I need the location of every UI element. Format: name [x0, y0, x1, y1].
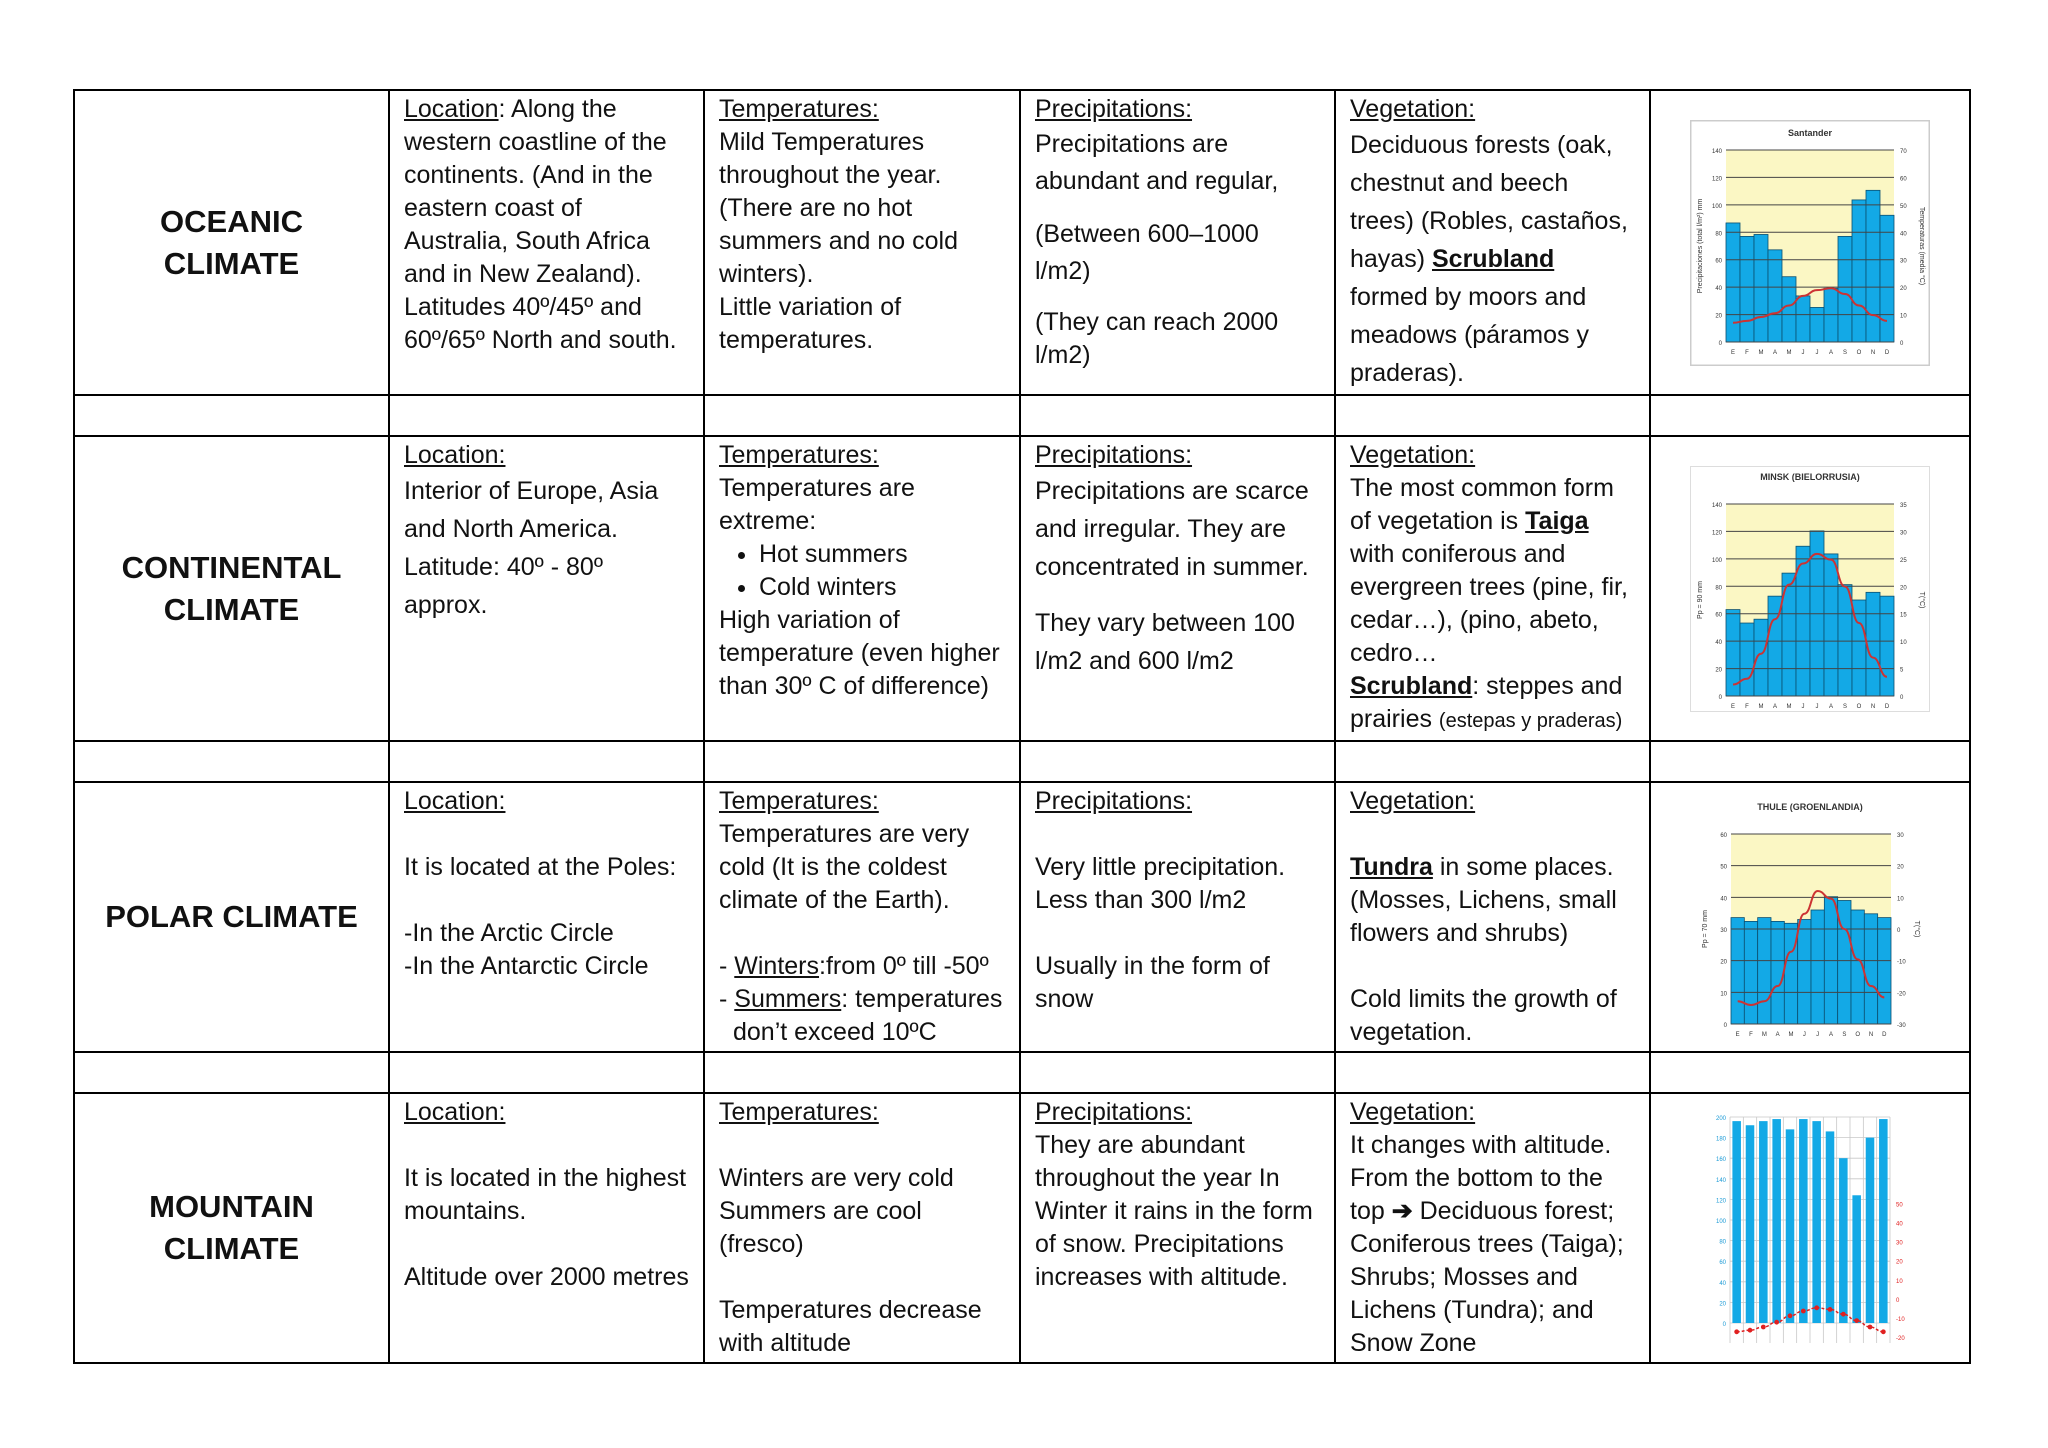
tick-label: -20 — [1897, 991, 1906, 998]
location-heading: Location — [404, 95, 499, 123]
temperatures-cell — [704, 436, 1020, 741]
temperatures-summers — [719, 983, 1005, 1049]
tick-label: 140 — [1711, 502, 1722, 509]
temperatures-variation: Little variation of temperatures. — [719, 293, 902, 354]
spacer-row — [74, 741, 1970, 782]
month-label: F — [1745, 703, 1749, 710]
month-label: E — [1730, 703, 1736, 710]
dash: - — [719, 985, 735, 1013]
precip-bar — [1866, 190, 1880, 342]
polar-row — [74, 782, 1970, 1052]
precipitations-cell — [1020, 436, 1335, 741]
month-label: M — [1786, 349, 1792, 356]
vegetation-text-3: : steppes and prairies — [1350, 672, 1623, 733]
precipitations-heading: Precipitations: — [1035, 787, 1193, 815]
precipitations-text: Precipitations are scarce and irregular. They are concentrated in summer. — [1035, 477, 1309, 581]
tick-label: 5 — [1900, 667, 1904, 674]
tick-label: 60 — [1900, 175, 1907, 182]
month-label: D — [1884, 349, 1890, 356]
precip-bar — [1852, 199, 1866, 341]
climograph-cell — [1650, 90, 1970, 395]
month-label: S — [1842, 1032, 1847, 1038]
y-axis-right-label: T(°C) — [1918, 591, 1925, 608]
tick-label: 0 — [1900, 694, 1904, 701]
tick-label: 70 — [1900, 148, 1907, 155]
tick-label: 10 — [1896, 1278, 1903, 1285]
precip-bar — [1852, 1195, 1861, 1323]
month-label: J — [1801, 703, 1805, 710]
vegetation-text-2: Deciduous forest; Coniferous trees (Taiga); Shrubs; Mosses and Lichens (Tundra); and Snow Zone — [1350, 1197, 1624, 1357]
tick-label: 25 — [1900, 557, 1907, 564]
tick-label: -10 — [1897, 959, 1906, 966]
month-label: A — [1828, 349, 1834, 356]
month-label: O — [1856, 703, 1862, 710]
tick-label: 20 — [1715, 667, 1722, 674]
precip-bar — [1866, 592, 1880, 696]
month-label: M — [1788, 1032, 1794, 1038]
tick-label: 60 — [1720, 833, 1727, 839]
precip-bar — [1782, 276, 1796, 341]
location-text: Interior of Europe, Asia and North America. — [404, 477, 659, 543]
climograph-cell — [1650, 436, 1970, 741]
chart-title: Santander — [1787, 127, 1833, 138]
tick-label: 10 — [1900, 639, 1907, 646]
tick-label: 20 — [1900, 285, 1907, 292]
temperatures-text: Temperatures are very cold (It is the coldest climate of the Earth). — [719, 820, 970, 914]
vegetation-text: in some places. (Mosses, Lichens, small flowers and shrubs) — [1350, 853, 1617, 947]
tick-label: 10 — [1900, 313, 1907, 320]
tick-label: 10 — [1897, 896, 1904, 903]
tick-label: 180 — [1715, 1136, 1726, 1143]
precip-bar — [1811, 910, 1824, 1024]
precipitations-range: They vary between 100 l/m2 and 600 l/m2 — [1035, 609, 1295, 675]
tick-label: 120 — [1715, 1198, 1726, 1205]
location-latitudes: Latitude: 40º - 80º approx. — [404, 553, 603, 619]
vegetation-cell — [1335, 436, 1650, 741]
tick-label: 200 — [1715, 1116, 1726, 1122]
tick-label: 140 — [1711, 148, 1722, 155]
precipitations-text: Very little precipitation. Less than 300 l/m2 — [1035, 853, 1286, 914]
vegetation-heading: Vegetation: — [1350, 441, 1476, 469]
vegetation-note: (estepas y praderas) — [1438, 710, 1623, 732]
temp-point — [1881, 1329, 1886, 1334]
temperatures-variation: High variation of temperature (even higher than 30º C of difference) — [719, 606, 1000, 700]
temperatures-altitude: Temperatures decrease with altitude — [719, 1296, 982, 1357]
month-label: A — [1775, 1032, 1780, 1038]
location-text: It is located at the Poles: — [404, 853, 677, 881]
location-heading: Location: — [404, 787, 506, 815]
precip-bar — [1839, 1158, 1848, 1323]
temp-point — [1734, 1329, 1739, 1334]
climate-table — [73, 89, 1971, 1364]
y-axis-left-label: Precipitaciones (total l/m²) mm — [1697, 198, 1704, 293]
temp-point — [1814, 1305, 1819, 1310]
precipitations-max: (They can reach 2000 l/m2) — [1035, 308, 1279, 369]
tick-label: 20 — [1897, 864, 1904, 871]
precip-bar — [1754, 234, 1768, 342]
bullet-item: • Cold winters — [759, 571, 1005, 604]
month-label: A — [1828, 1032, 1834, 1038]
tick-label: 35 — [1900, 502, 1907, 509]
month-label: F — [1745, 349, 1749, 356]
spacer-row — [74, 395, 1970, 436]
month-label: S — [1842, 703, 1848, 710]
temperatures-cell — [704, 782, 1020, 1052]
precip-bar — [1796, 295, 1810, 341]
tick-label: 20 — [1719, 1301, 1726, 1308]
precip-bar — [1879, 1119, 1888, 1323]
precipitations-heading: Precipitations: — [1035, 1098, 1193, 1126]
precip-bar — [1864, 914, 1877, 1024]
precip-bar — [1866, 1138, 1875, 1323]
y-axis-left-label: Pp = 90 mm — [1697, 580, 1704, 619]
precip-bar — [1744, 921, 1757, 1024]
month-label: S — [1842, 349, 1848, 356]
precip-bar — [1726, 222, 1740, 341]
tick-label: 80 — [1715, 584, 1722, 591]
vegetation-cell — [1335, 782, 1650, 1052]
precip-bar — [1838, 236, 1852, 342]
temperatures-heading: Temperatures: — [719, 1098, 879, 1126]
vegetation-text-2: formed by moors and meadows (páramos y praderas). — [1350, 283, 1589, 387]
tick-label: 120 — [1711, 529, 1722, 536]
y-axis-right-label: Temperaturas (media °C) — [1918, 206, 1925, 285]
precip-bar — [1746, 1125, 1755, 1323]
month-label: J — [1801, 349, 1805, 356]
tick-label: 100 — [1711, 557, 1722, 564]
temp-point — [1761, 1325, 1766, 1330]
temperatures-heading: Temperatures: — [719, 441, 879, 469]
temp-point — [1868, 1325, 1873, 1330]
month-label: A — [1828, 703, 1834, 710]
temp-point — [1828, 1307, 1833, 1312]
oceanic-row — [74, 90, 1970, 395]
vegetation-text-2: with coniferous and evergreen trees (pine, fir, cedar…), (pino, abeto, cedro… — [1350, 540, 1628, 667]
precip-bar — [1880, 596, 1894, 696]
climograph-minsk — [1690, 466, 1930, 712]
temperatures-heading: Temperatures: — [719, 95, 879, 123]
tick-label: 40 — [1900, 230, 1907, 237]
month-label: E — [1735, 1032, 1740, 1038]
mountain-row — [74, 1093, 1970, 1363]
temperatures-text: Winters are very cold Summers are cool (fresco) — [719, 1164, 954, 1258]
continental-row — [74, 436, 1970, 741]
precip-bar — [1812, 1121, 1821, 1323]
tick-label: 20 — [1900, 584, 1907, 591]
temp-point — [1748, 1328, 1753, 1333]
tick-label: 100 — [1711, 203, 1722, 210]
vegetation-text: The most common form of vegetation is — [1350, 474, 1614, 535]
precipitations-cell — [1020, 782, 1335, 1052]
tick-label: 60 — [1715, 612, 1722, 619]
vegetation-heading: Vegetation: — [1350, 787, 1476, 815]
temperatures-winters — [719, 950, 1005, 983]
vegetation-text-2: Cold limits the growth of vegetation. — [1350, 985, 1617, 1046]
location-arctic: -In the Arctic Circle — [404, 919, 614, 947]
temperatures-cell — [704, 90, 1020, 395]
climate-name: POLAR CLIMATE — [74, 782, 389, 1052]
tick-label: 80 — [1719, 1239, 1726, 1246]
precipitations-heading: Precipitations: — [1035, 95, 1193, 123]
chart-title: MINSK (BIELORRUSIA) — [1760, 471, 1860, 482]
vegetation-keyword-2: Scrubland — [1350, 672, 1473, 700]
climograph-cell — [1650, 1093, 1970, 1363]
month-label: M — [1761, 1032, 1767, 1038]
vegetation-cell — [1335, 1093, 1650, 1363]
tick-label: 50 — [1896, 1202, 1903, 1209]
precipitations-snow: Usually in the form of snow — [1035, 952, 1270, 1013]
tick-label: 20 — [1715, 313, 1722, 320]
precipitations-cell — [1020, 90, 1335, 395]
precip-bar — [1771, 921, 1784, 1024]
temperatures-text: Mild Temperatures throughout the year. (There are no hot summers and no cold winters). — [719, 128, 959, 288]
location-heading: Location: — [404, 441, 506, 469]
precipitations-text: Precipitations are abundant and regular, — [1035, 130, 1279, 195]
arrow-right-icon: ➔ — [1391, 1197, 1413, 1225]
precip-bar — [1838, 584, 1852, 695]
vegetation-cell — [1335, 90, 1650, 395]
precip-bar — [1731, 918, 1744, 1024]
temperatures-heading: Temperatures: — [719, 787, 879, 815]
tick-label: 30 — [1900, 529, 1907, 536]
tick-label: 0 — [1722, 1322, 1726, 1328]
climograph-cell — [1650, 782, 1970, 1052]
month-label: F — [1749, 1032, 1753, 1038]
vegetation-heading: Vegetation: — [1350, 1098, 1476, 1126]
month-label: E — [1730, 349, 1736, 356]
precip-bar — [1772, 1119, 1781, 1323]
precip-bar — [1826, 1131, 1835, 1323]
tick-label: 20 — [1720, 959, 1727, 966]
temp-point — [1801, 1309, 1806, 1314]
tick-label: 40 — [1719, 1280, 1726, 1287]
precip-bar — [1824, 553, 1838, 695]
month-label: J — [1815, 349, 1819, 356]
tick-label: 30 — [1720, 928, 1727, 934]
climograph-santander — [1690, 120, 1930, 366]
vegetation-text: Deciduous forests (oak, chestnut and beech trees) (Robles, castaños, hayas) — [1350, 131, 1628, 273]
month-label: D — [1882, 1032, 1887, 1038]
chart-title: THULE (GROENLANDIA) — [1757, 802, 1863, 812]
tick-label: 0 — [1900, 340, 1904, 347]
dash: - — [719, 952, 735, 980]
precip-bar — [1740, 623, 1754, 696]
precip-bar — [1786, 1129, 1795, 1323]
month-label: O — [1856, 349, 1862, 356]
tick-label: 0 — [1723, 1023, 1727, 1029]
month-label: J — [1802, 1032, 1806, 1038]
location-antarctic: -In the Antarctic Circle — [404, 952, 649, 980]
tick-label: 100 — [1715, 1219, 1726, 1225]
precipitations-range: (Between 600–1000 l/m2) — [1035, 220, 1259, 285]
vegetation-keyword: Scrubland — [1432, 245, 1555, 273]
month-label: M — [1786, 703, 1792, 710]
location-altitude: Altitude over 2000 metres — [404, 1263, 689, 1291]
location-cell — [389, 90, 704, 395]
climate-name: OCEANIC CLIMATE — [74, 90, 389, 395]
precip-bar — [1880, 215, 1894, 342]
tick-label: 15 — [1900, 612, 1907, 619]
tick-label: 60 — [1719, 1260, 1726, 1267]
vegetation-keyword: Taiga — [1525, 507, 1589, 535]
location-latitudes: Latitudes 40º/45º and 60º/65º North and south. — [404, 293, 677, 354]
temp-point — [1788, 1313, 1793, 1318]
month-label: N — [1868, 1032, 1874, 1038]
vegetation-keyword: Tundra — [1350, 853, 1433, 881]
precip-bar — [1768, 249, 1782, 341]
temp-point — [1854, 1318, 1859, 1323]
precip-bar — [1798, 920, 1811, 1025]
temp-point — [1841, 1312, 1846, 1317]
tick-label: 60 — [1715, 258, 1722, 265]
month-label: J — [1815, 703, 1819, 710]
month-label: J — [1816, 1032, 1820, 1038]
month-label: M — [1758, 703, 1764, 710]
summers-label: Summers — [734, 985, 842, 1013]
location-text: It is located in the highest mountains. — [404, 1164, 687, 1225]
summers-text: : temperatures don’t exceed 10ºC — [733, 985, 1003, 1046]
location-heading: Location: — [404, 1098, 506, 1126]
vegetation-heading: Vegetation: — [1350, 95, 1476, 123]
tick-label: 160 — [1715, 1157, 1726, 1164]
tick-label: 30 — [1896, 1240, 1903, 1247]
tick-label: 40 — [1715, 639, 1722, 646]
month-label: A — [1772, 703, 1778, 710]
y-axis-left-label: Pp = 70 mm — [1702, 910, 1709, 948]
temperatures-cell — [704, 1093, 1020, 1363]
location-cell — [389, 1093, 704, 1363]
month-label: D — [1884, 703, 1890, 710]
month-label: N — [1870, 703, 1876, 710]
tick-label: 0 — [1896, 1297, 1900, 1304]
climate-name: CONTINENTAL CLIMATE — [74, 436, 389, 741]
tick-label: 40 — [1715, 285, 1722, 292]
precip-bar — [1759, 1121, 1768, 1323]
tick-label: 50 — [1720, 864, 1727, 871]
climograph-thule — [1695, 794, 1925, 1040]
winters-text: :from 0º till -50º — [819, 952, 989, 980]
month-label: M — [1758, 349, 1764, 356]
tick-label: 120 — [1711, 175, 1722, 182]
location-text: : Along the western coastline of the continents. (And in the eastern coast of Australia, South Africa and in New Zealand). — [404, 95, 667, 288]
tick-label: 40 — [1896, 1221, 1903, 1228]
location-cell — [389, 436, 704, 741]
tick-label: -20 — [1896, 1336, 1905, 1342]
precip-bar — [1824, 288, 1838, 342]
tick-label: 20 — [1896, 1259, 1903, 1266]
temperatures-text: Temperatures are extreme: — [719, 474, 915, 535]
vegetation-text: It changes with altitude. From the bottom to the top — [1350, 1131, 1612, 1225]
month-label: N — [1870, 349, 1876, 356]
precip-bar — [1810, 307, 1824, 342]
temp-point — [1774, 1320, 1779, 1325]
tick-label: 30 — [1900, 258, 1907, 265]
tick-label: 140 — [1715, 1177, 1726, 1184]
precipitations-text: They are abundant throughout the year In Winter it rains in the form of snow. Precipitations increases with altitude. — [1035, 1131, 1313, 1291]
tick-label: -30 — [1897, 1023, 1906, 1029]
climograph-mountain — [1690, 1103, 1930, 1353]
month-label: A — [1772, 349, 1778, 356]
winters-label: Winters — [734, 952, 820, 980]
tick-label: 0 — [1718, 694, 1722, 701]
tick-label: 0 — [1718, 340, 1722, 347]
tick-label: 40 — [1720, 896, 1727, 903]
precipitations-cell — [1020, 1093, 1335, 1363]
tick-label: 0 — [1897, 928, 1901, 934]
precip-bar — [1799, 1119, 1808, 1323]
climate-name: MOUNTAIN CLIMATE — [74, 1093, 389, 1363]
tick-label: -10 — [1896, 1316, 1905, 1323]
tick-label: 80 — [1715, 230, 1722, 237]
location-cell — [389, 782, 704, 1052]
tick-label: 10 — [1720, 991, 1727, 998]
precip-bar — [1740, 236, 1754, 342]
tick-label: 30 — [1897, 833, 1904, 839]
spacer-row — [74, 1052, 1970, 1093]
precip-bar — [1732, 1121, 1741, 1323]
temperatures-bullets — [719, 538, 1005, 604]
precipitations-heading: Precipitations: — [1035, 441, 1193, 469]
month-label: O — [1855, 1032, 1861, 1038]
precip-bar — [1878, 918, 1891, 1024]
tick-label: 50 — [1900, 203, 1907, 210]
bullet-item: • Hot summers — [759, 538, 1005, 571]
y-axis-right-label: T(°C) — [1913, 920, 1920, 938]
precip-bar — [1758, 918, 1771, 1024]
